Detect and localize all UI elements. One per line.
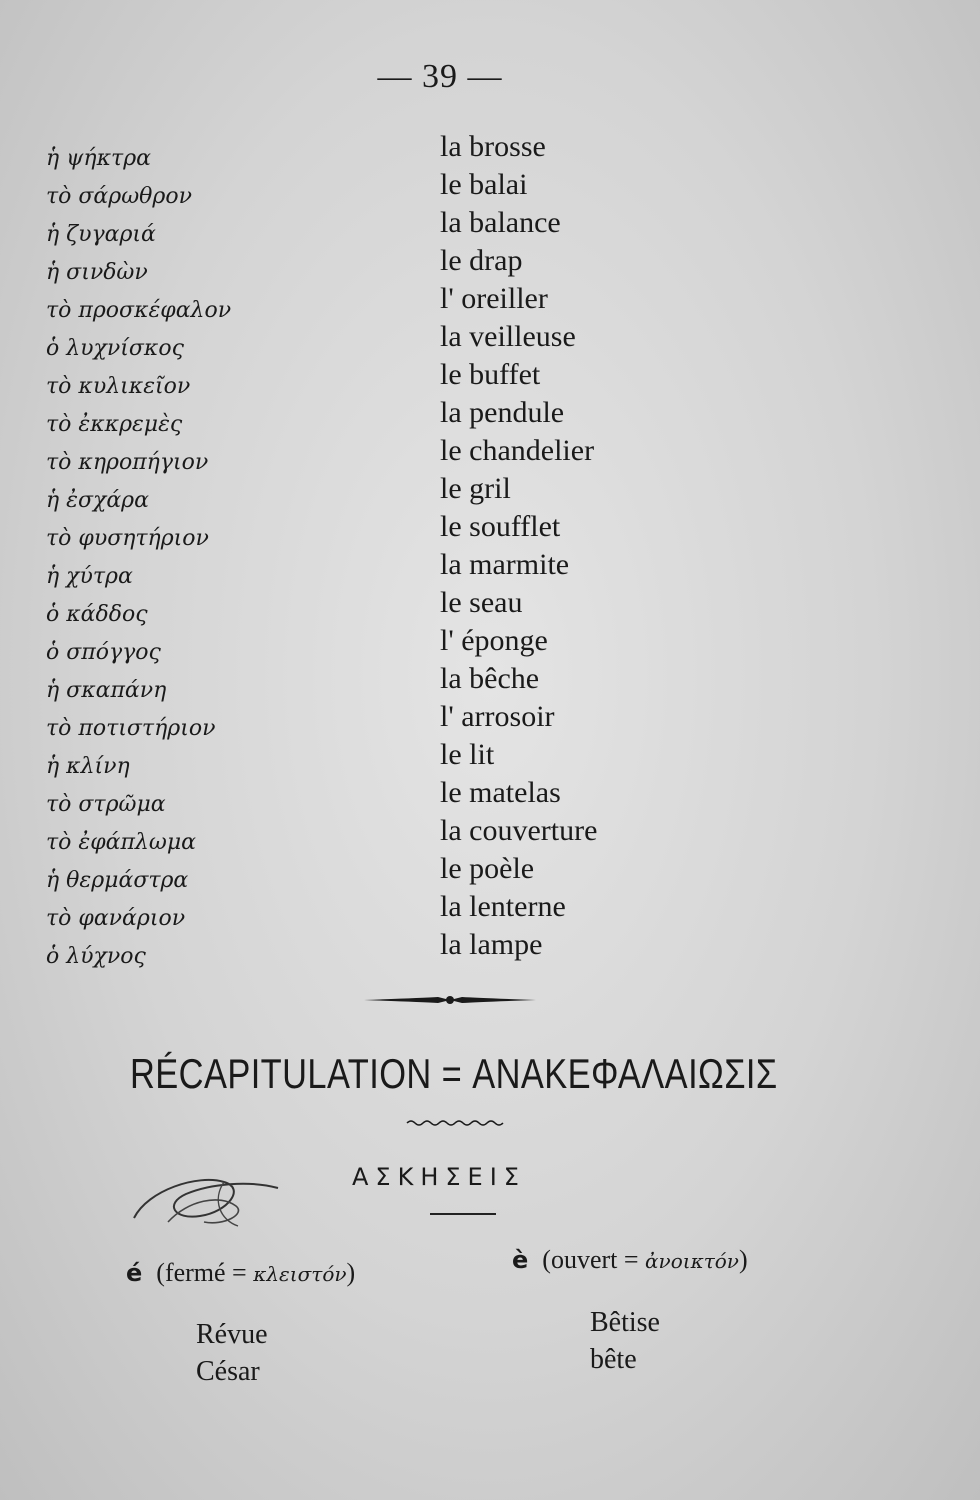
french-word: la marmite	[440, 548, 570, 581]
greek-word: ἡ σκαπάνη	[46, 678, 167, 703]
french-word: le drap	[440, 244, 523, 277]
french-word: la pendule	[440, 396, 565, 429]
french-word: la veilleuse	[440, 320, 576, 353]
exercises-heading: ΑΣΚΗΣΕΙΣ	[352, 1163, 526, 1191]
open-e-label: (ouvert =	[542, 1245, 646, 1274]
greek-word: ἡ ζυγαριά	[46, 222, 156, 247]
greek-word: ἡ σινδὼν	[46, 260, 148, 285]
example-word: César	[196, 1356, 260, 1387]
french-word: le balai	[440, 168, 528, 201]
french-word: le seau	[440, 586, 523, 619]
greek-word: τὸ ποτιστήριον	[46, 716, 216, 741]
open-e-paren: )	[738, 1245, 748, 1274]
french-word: la bêche	[440, 662, 540, 695]
example-word: Révue	[196, 1319, 268, 1350]
french-vocabulary-list	[440, 128, 597, 964]
greek-word: ὁ λυχνίσκος	[46, 336, 184, 361]
greek-word: ὁ κάδδος	[46, 602, 148, 627]
closed-e-label: (fermé =	[156, 1258, 254, 1287]
wavy-underline	[405, 1118, 509, 1128]
closed-e-heading	[126, 1258, 355, 1288]
closed-e-greek: κλειστόν	[253, 1262, 347, 1286]
greek-word: ἡ θερμάστρα	[46, 868, 189, 893]
page-number: — 39 —	[377, 58, 503, 95]
example-word: Bêtise	[590, 1307, 660, 1338]
french-word: le poèle	[440, 852, 535, 885]
open-e-word-list	[590, 1304, 660, 1378]
greek-word: τὸ κυλικεῖον	[46, 374, 191, 399]
french-word: le matelas	[440, 776, 561, 809]
greek-word: ἡ κλίνη	[46, 754, 130, 779]
greek-word: ἡ χύτρα	[46, 564, 133, 589]
greek-word: ἡ ἐσχάρα	[46, 488, 149, 513]
example-word: bête	[590, 1344, 637, 1375]
section-divider-ornament	[360, 990, 540, 1010]
french-word: l' éponge	[440, 624, 548, 657]
greek-word: ὁ λύχνος	[46, 944, 146, 969]
greek-word: τὸ ἐκκρεμὲς	[46, 412, 183, 437]
greek-word: τὸ προσκέφαλον	[46, 298, 232, 323]
french-word: le lit	[440, 738, 495, 771]
french-word: l' oreiller	[440, 282, 548, 315]
french-word: la lampe	[440, 928, 543, 961]
greek-word: τὸ φανάριον	[46, 906, 186, 931]
greek-word: ἡ ψήκτρα	[46, 146, 151, 171]
french-word: l' arrosoir	[440, 700, 555, 733]
closed-e-paren: )	[346, 1258, 356, 1287]
closed-e-letter: é	[126, 1259, 143, 1287]
greek-word: ὁ σπόγγος	[46, 640, 161, 665]
french-word: la couverture	[440, 814, 598, 847]
handwritten-scribble	[128, 1160, 288, 1240]
french-word: la lenterne	[440, 890, 566, 923]
french-word: le soufflet	[440, 510, 561, 543]
open-e-greek: ἀνοικτόν	[645, 1249, 739, 1273]
open-e-heading	[512, 1245, 748, 1275]
greek-word: τὸ στρῶμα	[46, 792, 166, 817]
open-e-letter: è	[512, 1246, 529, 1274]
french-word: le chandelier	[440, 434, 595, 467]
greek-word: τὸ κηροπήγιον	[46, 450, 209, 475]
french-word: le gril	[440, 472, 511, 505]
recapitulation-heading: RÉCAPITULATION = ΑΝΑΚΕΦΑΛΑΙΩΣΙΣ	[130, 1050, 778, 1097]
french-word: la brosse	[440, 130, 546, 163]
french-word: le buffet	[440, 358, 541, 391]
french-word: la balance	[440, 206, 561, 239]
greek-word: τὸ σάρωθρον	[46, 184, 192, 209]
closed-e-word-list	[196, 1316, 268, 1390]
greek-vocabulary-list	[46, 140, 231, 976]
greek-word: τὸ φυσητήριον	[46, 526, 209, 551]
greek-word: τὸ ἐφάπλωμα	[46, 830, 196, 855]
heading-rule	[430, 1213, 496, 1215]
